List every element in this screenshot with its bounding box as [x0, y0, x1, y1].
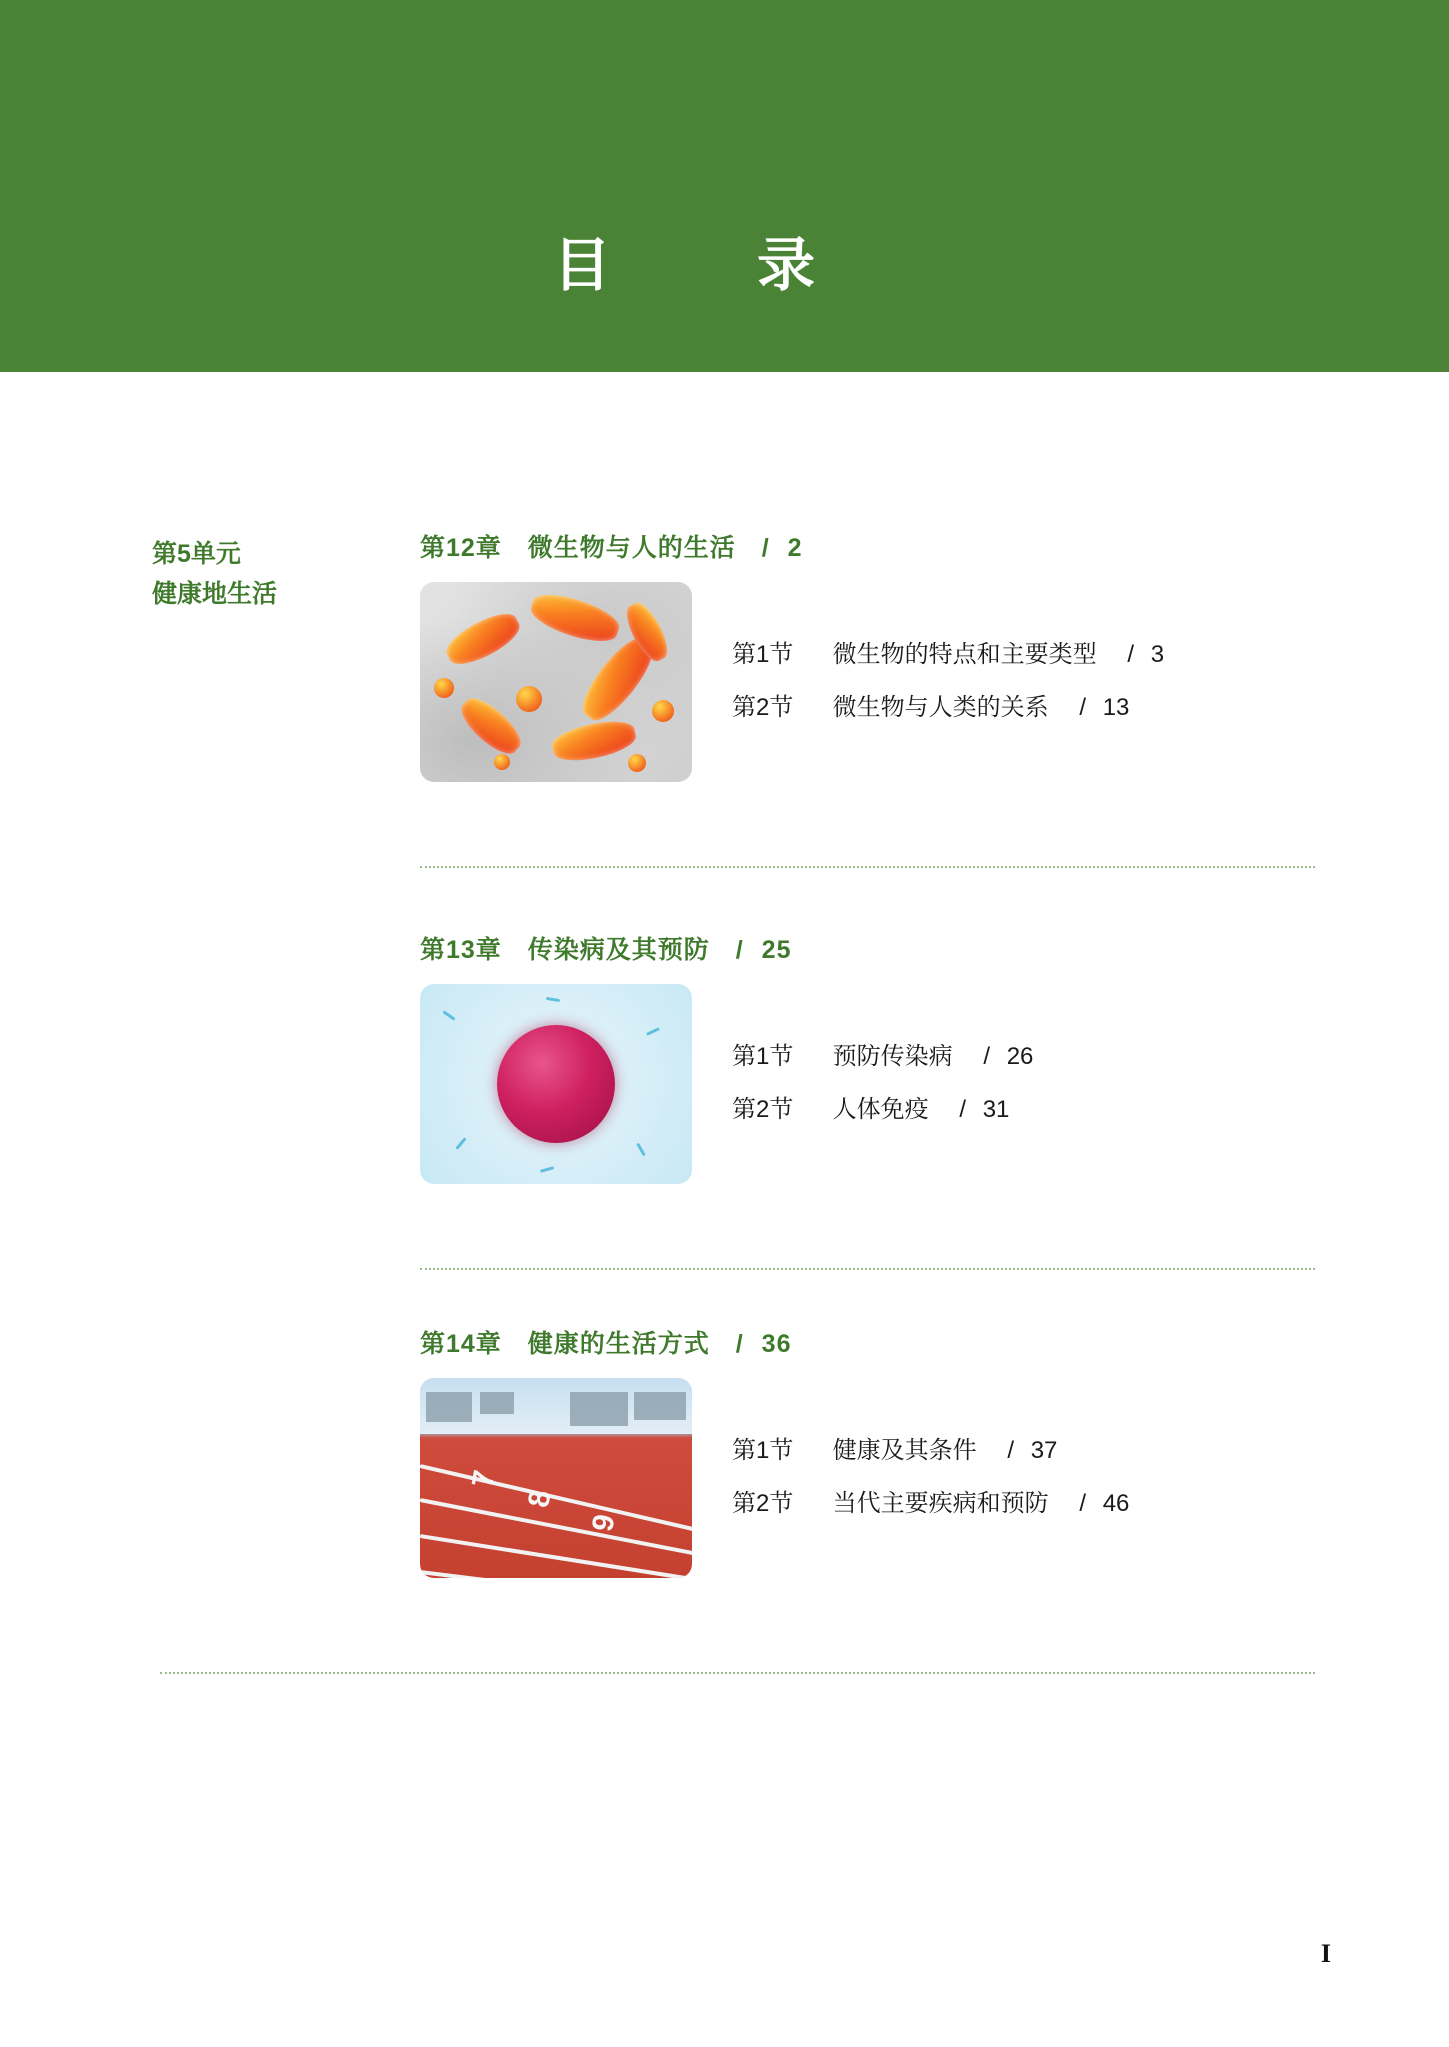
chapter-page-number: 2 — [787, 534, 803, 562]
section-page-number: 26 — [1006, 1043, 1034, 1070]
chapter-page-number: 36 — [761, 1330, 792, 1358]
chapter-body — [420, 984, 1320, 1184]
chapter-title — [420, 930, 1320, 966]
chapter-title-text: 第14章 健康的生活方式 — [420, 1330, 710, 1358]
section-number: 第2节 — [732, 694, 794, 721]
unit-label-line2: 健康地生活 — [152, 580, 278, 608]
section-name: 微生物与人类的关系 — [832, 694, 1049, 721]
section-divider — [420, 866, 1315, 868]
section-page-number: 37 — [1030, 1437, 1058, 1464]
chapter-page-separator: / — [761, 534, 770, 562]
chapter-page-number: 25 — [761, 936, 792, 964]
header-band — [0, 0, 1449, 372]
chapter-title — [420, 1324, 1320, 1360]
section-list — [732, 1030, 1312, 1136]
section-page-separator: / — [1127, 641, 1135, 668]
section-row[interactable] — [732, 681, 1312, 734]
section-list — [732, 628, 1312, 734]
section-divider — [420, 1268, 1315, 1270]
chapter-page-separator: / — [735, 1330, 744, 1358]
section-name: 人体免疫 — [832, 1096, 929, 1123]
chapter-body — [420, 1378, 1320, 1578]
chapter-title-text: 第13章 传染病及其预防 — [420, 936, 710, 964]
chapter-body — [420, 582, 1320, 782]
section-page-separator: / — [1079, 1490, 1087, 1517]
section-row[interactable] — [732, 1083, 1312, 1136]
page-title: 目 录 — [552, 233, 859, 298]
section-page-number: 31 — [982, 1096, 1010, 1123]
section-page-separator: / — [959, 1096, 967, 1123]
section-number: 第2节 — [732, 1096, 794, 1123]
section-page-separator: / — [983, 1043, 991, 1070]
section-page-number: 46 — [1102, 1490, 1130, 1517]
section-name: 微生物的特点和主要类型 — [832, 641, 1097, 668]
section-name: 预防传染病 — [832, 1043, 953, 1070]
section-name: 当代主要疾病和预防 — [832, 1490, 1049, 1517]
section-number: 第1节 — [732, 1437, 794, 1464]
virus-photo — [420, 984, 692, 1184]
unit-label-line1: 第5单元 — [152, 540, 241, 568]
section-list — [732, 1424, 1312, 1530]
chapter-title — [420, 528, 1320, 564]
section-row[interactable] — [732, 628, 1312, 681]
section-page-number: 13 — [1102, 694, 1130, 721]
section-row[interactable] — [732, 1030, 1312, 1083]
section-page-number: 3 — [1150, 641, 1165, 668]
chapter-title-text: 第12章 微生物与人的生活 — [420, 534, 736, 562]
lane-number: 9 — [586, 1511, 622, 1534]
section-number: 第1节 — [732, 641, 794, 668]
unit-label — [152, 534, 382, 614]
section-row[interactable] — [732, 1424, 1312, 1477]
running-track-photo — [420, 1378, 692, 1578]
lane-number: 7 — [466, 1467, 502, 1490]
section-page-separator: / — [1007, 1437, 1015, 1464]
chapter-entry-12[interactable] — [420, 528, 1320, 782]
section-page-separator: / — [1079, 694, 1087, 721]
section-number: 第1节 — [732, 1043, 794, 1070]
page-number: I — [1320, 1939, 1331, 1968]
chapter-entry-13[interactable] — [420, 930, 1320, 1184]
chapter-entry-14[interactable] — [420, 1324, 1320, 1578]
section-number: 第2节 — [732, 1490, 794, 1517]
chapter-page-separator: / — [735, 936, 744, 964]
lane-number: 8 — [522, 1487, 558, 1510]
page-divider — [160, 1672, 1315, 1674]
bacteria-photo — [420, 582, 692, 782]
section-name: 健康及其条件 — [832, 1437, 977, 1464]
section-row[interactable] — [732, 1477, 1312, 1530]
